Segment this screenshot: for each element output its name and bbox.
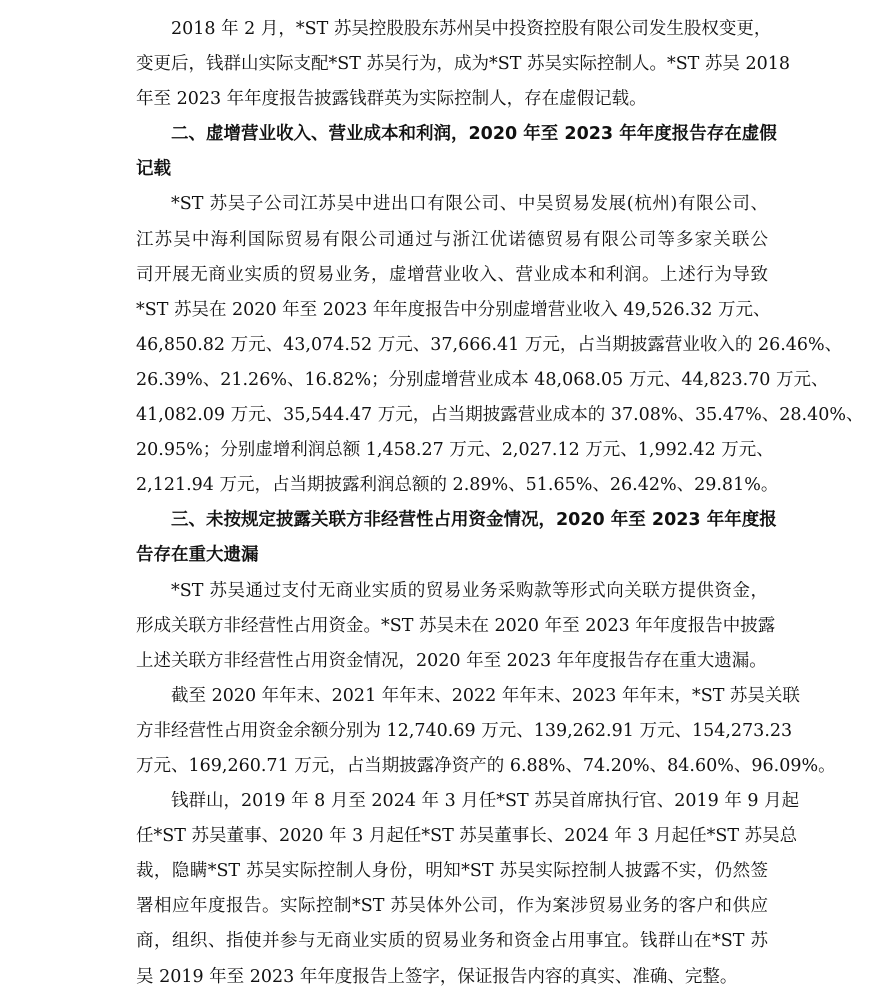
text-line: 方非经营性占用资金余额分别为 12,740.69 万元、139,262.91 万元、154,273.23 — [136, 720, 793, 741]
text-line: *ST 苏吴子公司江苏吴中进出口有限公司、中吴贸易发展(杭州)有限公司、 — [171, 194, 768, 215]
text-line: 41,082.09 万元、35,544.47 万元，占当期披露营业成本的 37.08%、35.47%、28.40%、 — [136, 405, 864, 426]
text-line: 署相应年度报告。实际控制*ST 苏吴体外公司，作为案涉贸易业务的客户和供应 — [136, 896, 768, 917]
paragraph — [136, 574, 776, 679]
text-line: 二、虚增营业收入、营业成本和利润，2020 年至 2023 年年度报告存在虚假 — [171, 124, 777, 145]
section-heading — [136, 503, 777, 573]
text-line: 年至 2023 年年度报告披露钱群英为实际控制人，存在虚假记载。 — [136, 89, 647, 110]
section-heading — [136, 117, 777, 187]
text-line: 万元、169,260.71 万元，占当期披露净资产的 6.88%、74.20%、84.60%、96.09%。 — [136, 755, 836, 776]
text-line: 商，组织、指使并参与无商业实质的贸易业务和资金占用事宜。钱群山在*ST 苏 — [136, 931, 768, 952]
paragraph — [136, 679, 836, 784]
text-line: 任*ST 苏吴董事、2020 年 3 月起任*ST 苏吴董事长、2024 年 3 月起任*ST 苏吴总 — [136, 826, 798, 847]
paragraph — [136, 12, 791, 117]
text-line: 2018 年 2 月，*ST 苏吴控股股东苏州吴中投资控股有限公司发生股权变更， — [171, 19, 772, 39]
text-line: 上述关联方非经营性占用资金情况，2020 年至 2023 年年度报告存在重大遗漏。 — [136, 650, 767, 671]
text-line: 形成关联方非经营性占用资金。*ST 苏吴未在 2020 年至 2023 年年度报告中披露 — [136, 615, 776, 636]
text-line: 2,121.94 万元，占当期披露利润总额的 2.89%、51.65%、26.42%、29.81%。 — [136, 475, 779, 496]
document-page — [136, 12, 864, 995]
text-line: 裁，隐瞒*ST 苏吴实际控制人身份，明知*ST 苏吴实际控制人披露不实，仍然签 — [136, 861, 768, 882]
text-line: 截至 2020 年年末、2021 年年末、2022 年年末、2023 年年末，*ST 苏吴关联 — [171, 685, 800, 706]
text-line: 26.39%、21.26%、16.82%；分别虚增营业成本 48,068.05 万元、44,823.70 万元、 — [136, 369, 829, 390]
text-line: 江苏吴中海利国际贸易有限公司通过与浙江优诺德贸易有限公司等多家关联公 — [136, 229, 768, 250]
paragraph — [136, 187, 864, 503]
text-line: 告存在重大遗漏 — [136, 545, 259, 566]
text-line: 吴 2019 年至 2023 年年度报告上签字，保证报告内容的真实、准确、完整。 — [136, 966, 738, 987]
text-line: 记载 — [136, 159, 171, 180]
text-line: 司开展无商业实质的贸易业务，虚增营业收入、营业成本和利润。上述行为导致 — [136, 264, 768, 285]
text-line: 钱群山，2019 年 8 月至 2024 年 3 月任*ST 苏吴首席执行官、2019 年 9 月起 — [171, 791, 800, 812]
text-line: 20.95%；分别虚增利润总额 1,458.27 万元、2,027.12 万元、1,992.42 万元、 — [136, 440, 774, 461]
paragraph — [136, 784, 800, 995]
text-line: *ST 苏吴在 2020 年至 2023 年年度报告中分别虚增营业收入 49,526.32 万元、 — [136, 299, 771, 320]
text-line: 46,850.82 万元、43,074.52 万元、37,666.41 万元，占当期披露营业收入的 26.46%、 — [136, 334, 843, 355]
text-line: 变更后，钱群山实际支配*ST 苏吴行为，成为*ST 苏吴实际控制人。*ST 苏吴 2018 — [136, 54, 791, 75]
text-line: *ST 苏吴通过支付无商业实质的贸易业务采购款等形式向关联方提供资金， — [171, 580, 768, 601]
text-line: 三、未按规定披露关联方非经营性占用资金情况，2020 年至 2023 年年度报 — [171, 510, 777, 531]
